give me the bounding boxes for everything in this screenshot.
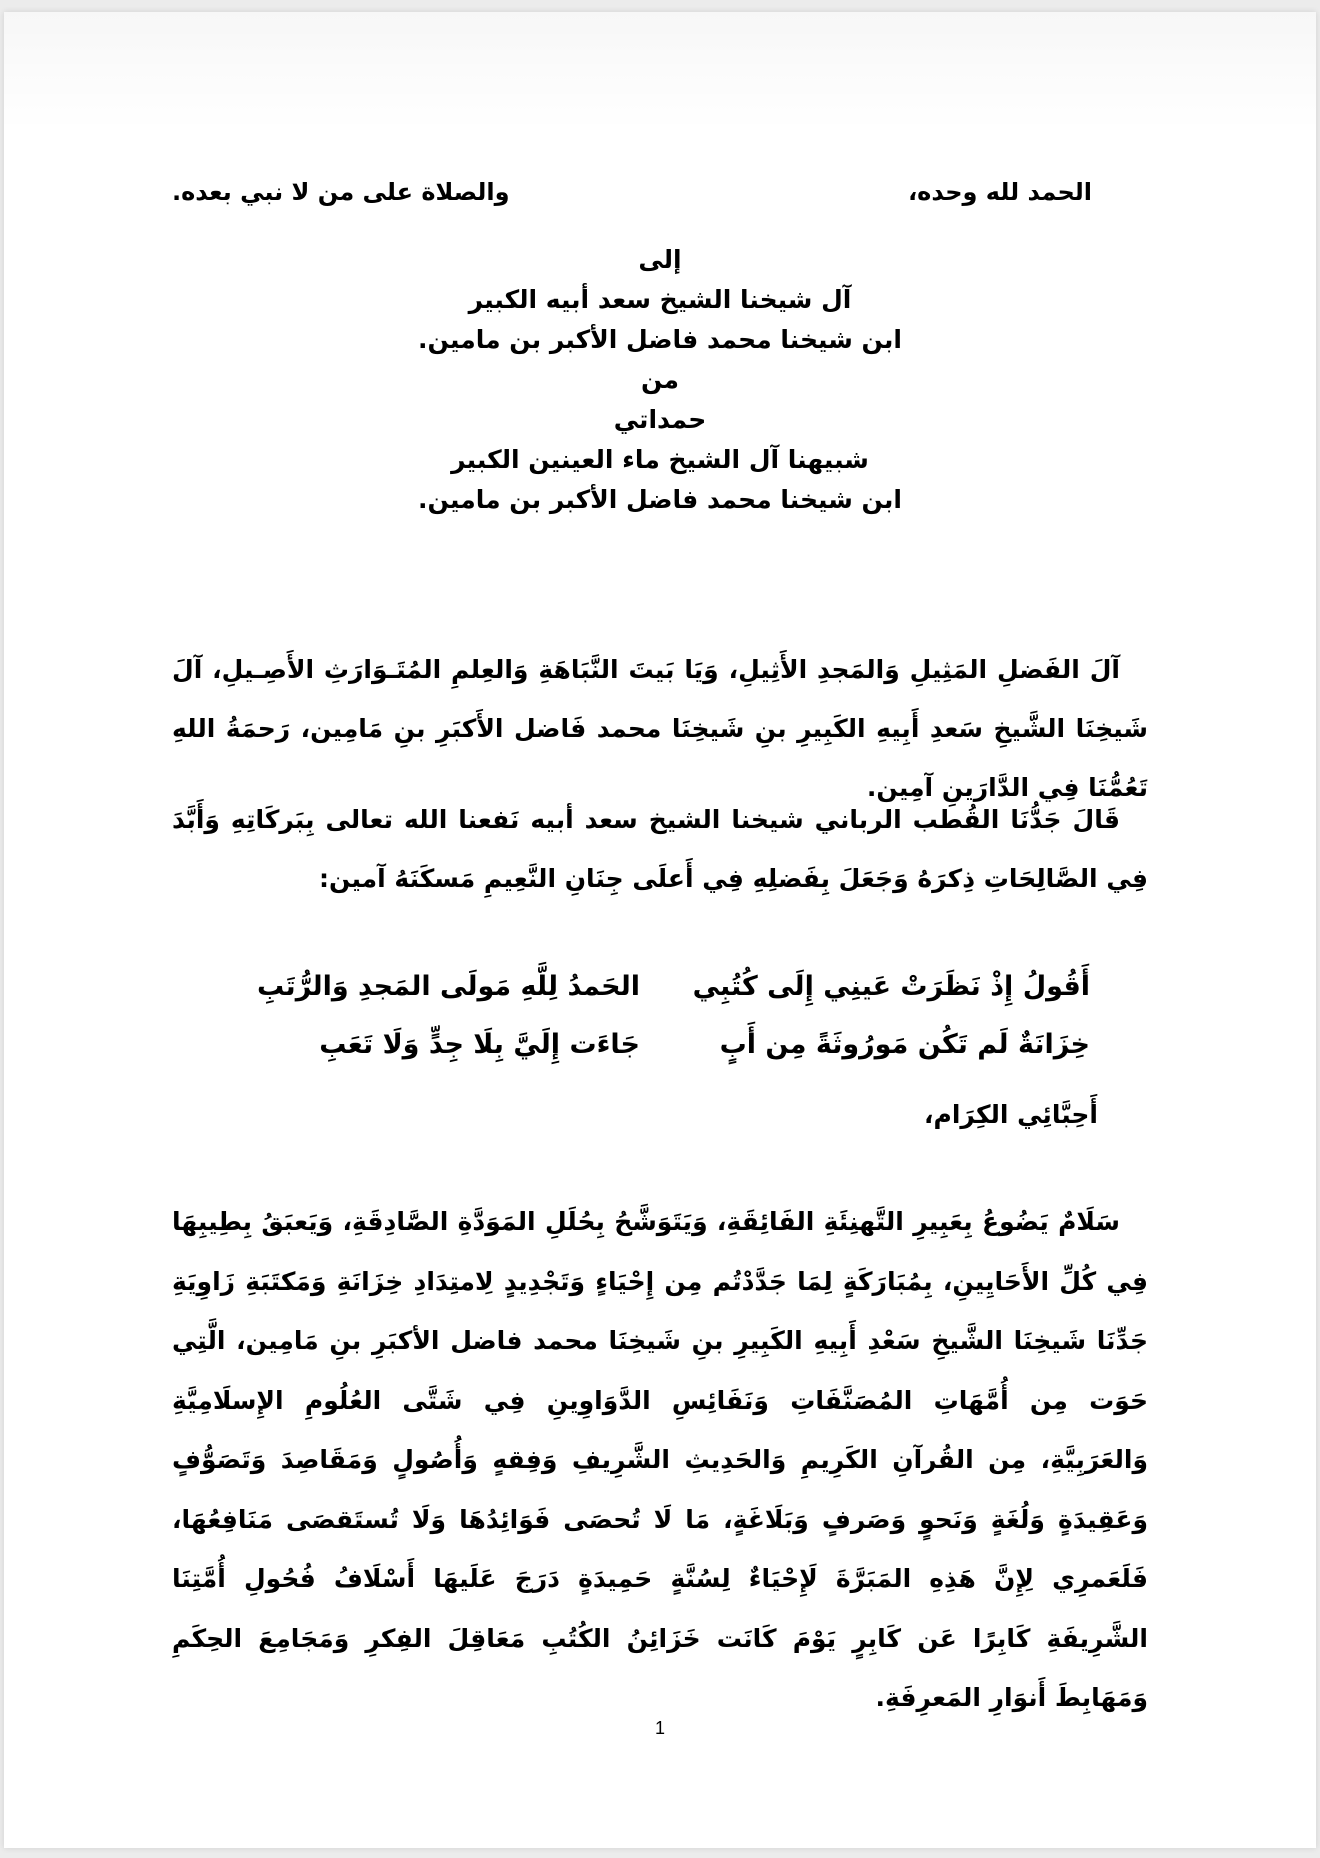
main-paragraph: سَلَامٌ يَضُوعُ بِعَبِيرِ التَّهنِئَةِ الفَائِقَةِ، وَيَتَوَشَّحُ بِحُلَلِ المَوَدَّةِ الصَّادِقَةِ، وَيَعبَقُ بِطِيبِهَا فِي كُلِّ الأَحَايِينِ، بِمُبَارَكَةٍ لِمَا جَدَّدْتُم مِن إِحْيَاءٍ وَتَجْدِيدٍ لِامتِدَادِ خِزَانَةِ وَمَكتَبَةِ زَاوِيَةِ جَدِّنَا شَيخِنَا الشَّيخِ سَعْدِ أَبِيهِ الكَبِيرِ بنِ شَيخِنَا محمد فاضل الأكبَرِ بنِ مَامِين، الَّتِي حَوَت مِن أُمَّهَاتِ المُصَنَّفَاتِ وَنَفَائِسِ الدَّوَاوِينِ فِي شَتَّى العُلُومِ الإِسلَامِيَّةِ وَالعَرَبِيَّةِ، مِن القُرآنِ الكَرِيمِ وَالحَدِيثِ الشَّرِيفِ وَفِقهٍ وَأُصُولٍ وَمَقَاصِدَ وَتَصَوُّفٍ وَعَقِيدَةٍ وَلُغَةٍ وَنَحوٍ وَصَرفٍ وَبَلَاغَةٍ، مَا لَا تُحصَى فَوَائِدُهَا وَلَا تُستَقصَى مَنَافِعُهَا، فَلَعَمرِي لِإِنَّ هَذِهِ المَبَرَّةَ لَإِحْيَاءٌ لِسُنَّةٍ حَمِيدَةٍ دَرَجَ عَلَيهَا أَسْلَافُ فُحُولِ أُمَّتِنَا الشَّرِيفَةِ كَابِرًا عَن كَابِرٍ يَوْمَ كَانَت خَزَائِنُ الكُتُبِ مَعَاقِلَ الفِكرِ وَمَجَامِعَ الحِكَمِ وَمَهَابِطَ أَنوَارِ المَعرِفَةِ.	[172, 1207, 1148, 1712]
from-label: من	[641, 365, 679, 394]
page-number: 1	[654, 1718, 665, 1738]
verse-1-first-hemistich: أَقُولُ إِذْ نَظَرَتْ عَينِي إِلَى كُتُبِي	[692, 971, 1090, 1002]
verse-line-2	[270, 1016, 1090, 1074]
recipient-line-1: آل شيخنا الشيخ سعد أبيه الكبير	[468, 285, 852, 314]
recipient-line-2: ابن شيخنا محمد فاضل الأكبر بن مامين.	[418, 325, 902, 354]
quote-intro-paragraph: قَالَ جَدُّنَا القُطب الرباني شيخنا الشيخ سعد أبيه نَفعنا الله تعالى بِبَركَاتِهِ وَأَبَّدَ فِي الصَّالِحَاتِ ذِكرَهُ وَجَعَلَ بِفَضلِهِ فِي أَعلَى جِنَانِ النَّعِيمِ مَسكَنَهُ آمين:	[172, 805, 1148, 893]
header-praise: الحمد لله وحده،	[908, 178, 1092, 206]
opening-paragraph: آلَ الفَضلِ المَثِيلِ وَالمَجدِ الأَثِيلِ، وَيَا بَيتَ النَّبَاهَةِ وَالعِلمِ المُتَـوَارَثِ الأَصِـيلِ، آلَ شَيخِنَا الشَّيخِ سَعدِ أَبِيهِ الكَبِيرِ بنِ شَيخِنَا محمد فَاضل الأَكبَرِ بنِ مَامِين، رَحمَةُ اللهِ تَعُمُّنَا فِي الدَّارَينِ آمِين.	[172, 655, 1148, 802]
poem-verses	[256, 958, 1090, 1074]
verse-2-first-hemistich: خِزَانَةٌ لَم تَكُن مَورُوثَةً مِن أَبٍ	[719, 1029, 1090, 1060]
sender-line-2: ابن شيخنا محمد فاضل الأكبر بن مامين.	[418, 485, 902, 514]
sender-line-1: شبيهنا آل الشيخ ماء العينين الكبير	[451, 445, 869, 474]
verse-line-1	[256, 958, 1090, 1016]
verse-1-second-hemistich: الحَمدُ لِلَّهِ مَولَى المَجدِ وَالرُّتَبِ	[256, 971, 640, 1002]
salutation: أَحِبَّائِي الكِرَام،	[924, 1100, 1098, 1129]
to-label: إلى	[638, 245, 682, 274]
verse-2-second-hemistich: جَاءَت إِلَيَّ بِلَا جِدٍّ وَلَا تَعَبِ	[319, 1029, 640, 1060]
header-blessing: والصلاة على من لا نبي بعده.	[172, 178, 510, 206]
letter-header	[0, 178, 1320, 218]
address-block	[0, 240, 1320, 520]
sender-name: حمداتي	[613, 405, 707, 434]
scan-shading	[4, 12, 1316, 132]
